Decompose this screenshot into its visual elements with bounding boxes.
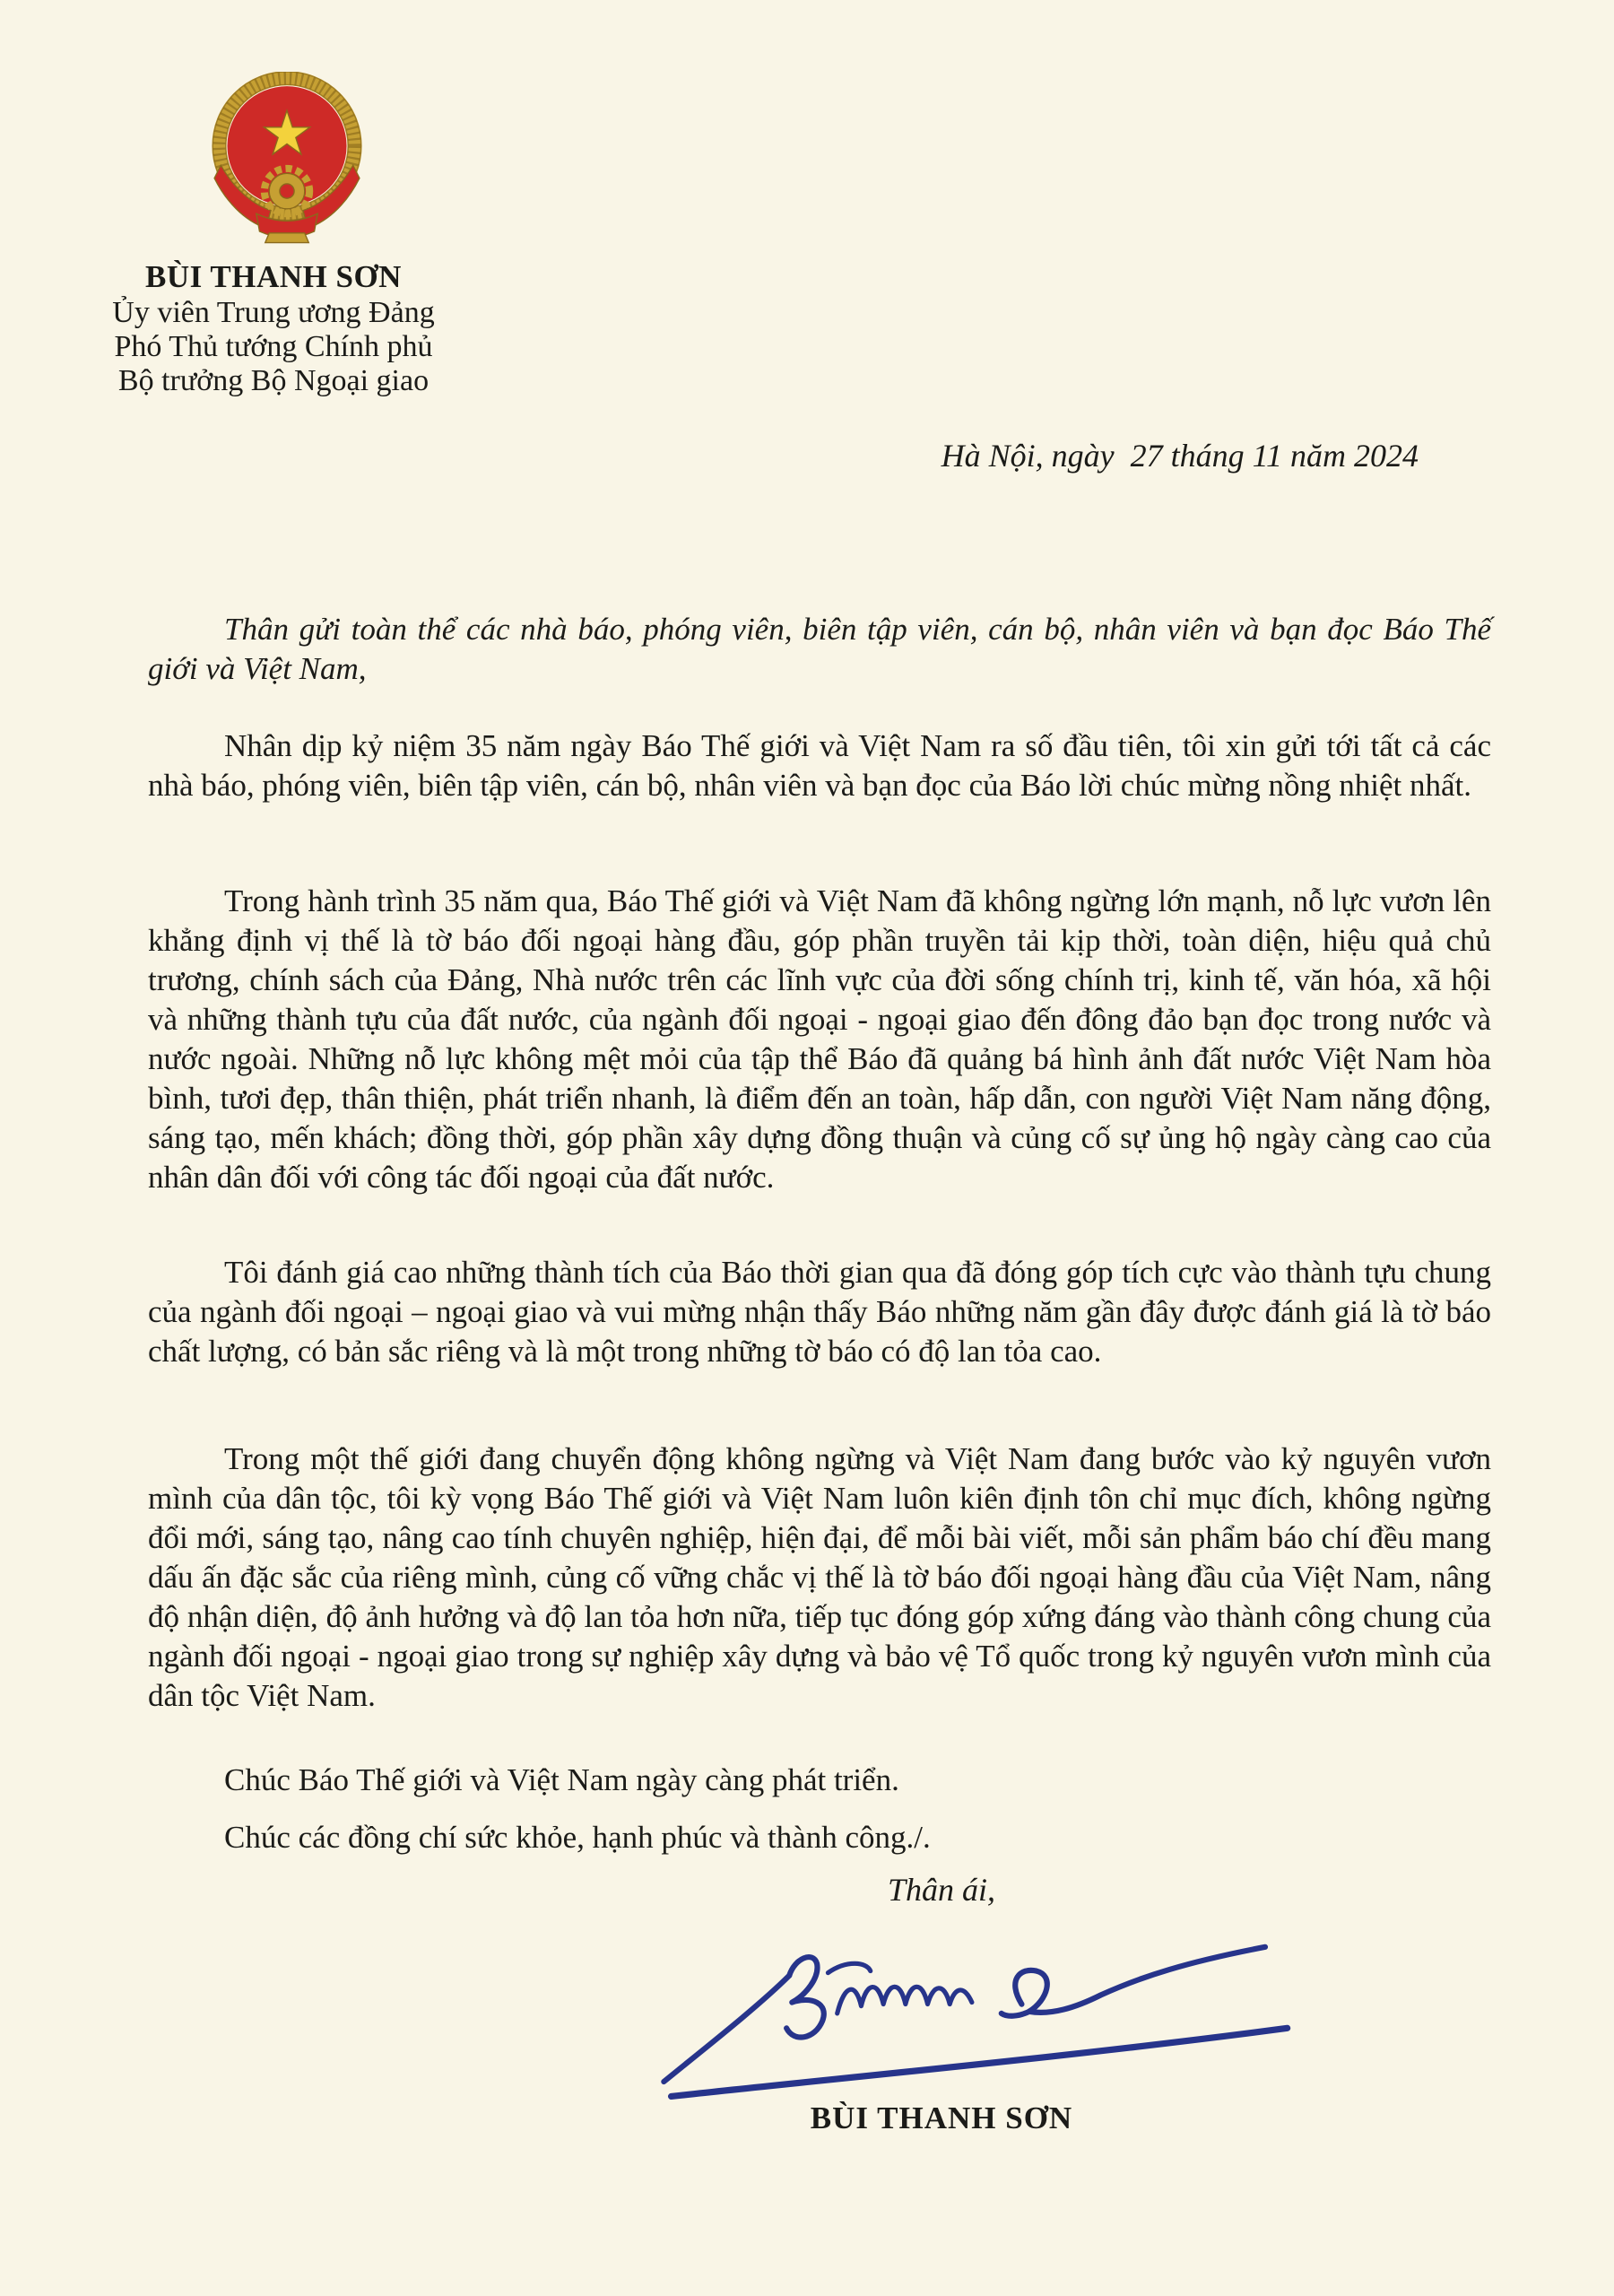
salutation: Thân gửi toàn thể các nhà báo, phóng viên, biên tập viên, cán bộ, nhân viên và bạn đọc Báo Thế giới và Việt Nam,: [148, 612, 1491, 686]
body-paragraph-3: Tôi đánh giá cao những thành tích của Báo thời gian qua đã đóng góp tích cực vào thành tựu chung của ngành đối ngoại – ngoại giao và vui mừng nhận thấy Báo những năm gần đây được đánh giá là tờ báo chất lượng, có bản sắc riêng và là một trong những tờ báo có độ lan tỏa cao.: [148, 1255, 1491, 1369]
vietnam-national-emblem-icon: [206, 72, 368, 248]
letterhead-sender-block: [40, 258, 507, 398]
valediction: Thân ái,: [887, 1872, 996, 1908]
signer-name: BÙI THANH SƠN: [810, 2100, 1073, 2135]
sender-title-deputy-pm: Phó Thủ tướng Chính phủ: [114, 330, 433, 363]
date-line: Hà Nội, ngày 27 tháng 11 năm 2024: [941, 438, 1419, 474]
sender-name: BÙI THANH SƠN: [145, 259, 402, 294]
body-paragraph-2: Trong hành trình 35 năm qua, Báo Thế giới và Việt Nam đã không ngừng lớn mạnh, nỗ lực vươn lên khẳng định vị thế là tờ báo đối ngoại hàng đầu, góp phần truyền tải kịp thời, toàn diện, hiệu quả chủ trương, chính sách của Đảng, Nhà nước trên các lĩnh vực của đời sống chính trị, kinh tế, văn hóa, xã hội và những thành tựu của đất nước, của ngành đối ngoại - ngoại giao đến đông đảo bạn đọc trong nước và nước ngoài. Những nỗ lực không mệt mỏi của tập thể Báo đã quảng bá hình ảnh đất nước Việt Nam hòa bình, tươi đẹp, thân thiện, phát triển nhanh, là điểm đến an toàn, hấp dẫn, con người Việt Nam năng động, sáng tạo, mến khách; đồng thời, góp phần xây dựng đồng thuận và củng cố sự ủng hộ ngày càng cao của nhân dân đối với công tác đối ngoại của đất nước.: [148, 883, 1491, 1195]
sender-title-minister: Bộ trưởng Bộ Ngoại giao: [117, 364, 430, 397]
sender-title-party: Ủy viên Trung ương Đảng: [112, 296, 435, 329]
body-paragraph-4: Trong một thế giới đang chuyển động không ngừng và Việt Nam đang bước vào kỷ nguyên vươn mình của dân tộc, tôi kỳ vọng Báo Thế giới và Việt Nam luôn kiên định tôn chỉ mục đích, không ngừng đổi mới, sáng tạo, nâng cao tính chuyên nghiệp, hiện đại, để mỗi bài viết, mỗi sản phẩm báo chí đều mang dấu ấn đặc sắc của riêng mình, củng cố vững chắc vị thế là tờ báo đối ngoại hàng đầu của Việt Nam, nâng độ nhận diện, độ ảnh hưởng và độ lan tỏa hơn nữa, tiếp tục đóng góp xứng đáng vào thành công chung của ngành đối ngoại - ngoại giao trong sự nghiệp xây dựng và bảo vệ Tổ quốc trong kỷ nguyên vươn mình của dân tộc Việt Nam.: [148, 1441, 1491, 1713]
closing-wish-1: Chúc Báo Thế giới và Việt Nam ngày càng phát triển.: [224, 1762, 899, 1797]
handwritten-signature: [653, 1925, 1298, 2109]
closing-wish-2: Chúc các đồng chí sức khỏe, hạnh phúc và thành công./.: [224, 1820, 931, 1855]
body-paragraph-1: Nhân dịp kỷ niệm 35 năm ngày Báo Thế giới và Việt Nam ra số đầu tiên, tôi xin gửi tới tất cả các nhà báo, phóng viên, biên tập viên, cán bộ, nhân viên và bạn đọc của Báo lời chúc mừng nồng nhiệt nhất.: [148, 728, 1491, 803]
